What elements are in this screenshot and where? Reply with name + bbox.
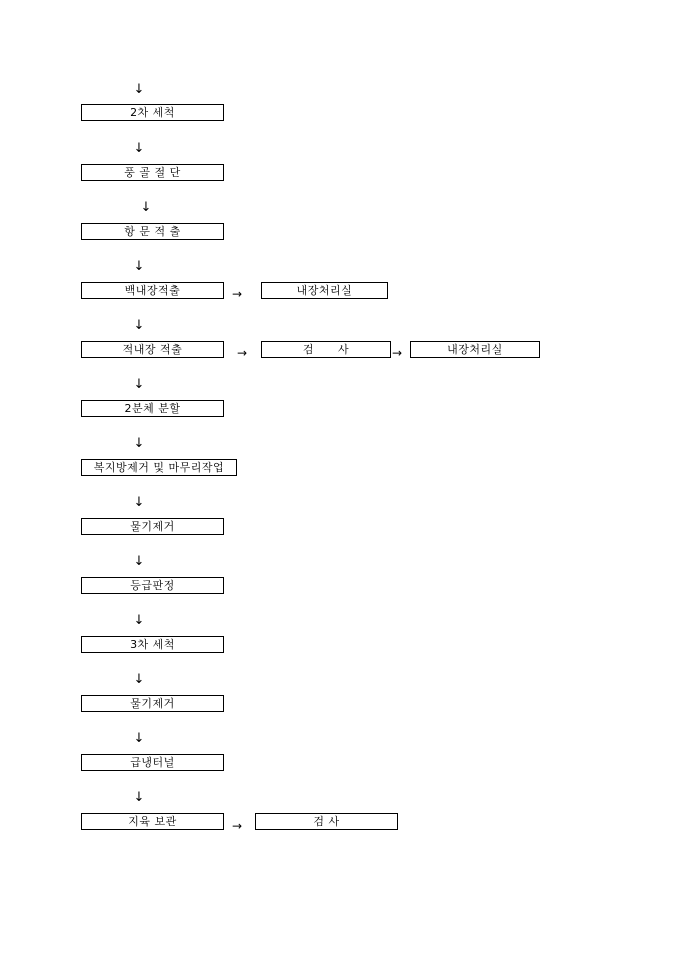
- process-step: 적내장 적출: [81, 341, 224, 358]
- process-step: 복지방제거 및 마무리작업: [81, 459, 237, 476]
- down-arrow-icon: ↓: [140, 200, 152, 215]
- down-arrow-icon: ↓: [133, 259, 145, 274]
- process-step: 3차 세척: [81, 636, 224, 653]
- down-arrow-icon: ↓: [133, 141, 145, 156]
- side-process-box: 내장처리실: [410, 341, 540, 358]
- inspection-box: 검 사: [261, 341, 391, 358]
- process-step: 등급판정: [81, 577, 224, 594]
- process-step: 급냉터널: [81, 754, 224, 771]
- process-step: 2차 세척: [81, 104, 224, 121]
- process-step: 백내장적출: [81, 282, 224, 299]
- process-step: 풍 골 절 단: [81, 164, 224, 181]
- right-arrow-icon: →: [237, 346, 248, 360]
- right-arrow-icon: →: [232, 819, 243, 833]
- down-arrow-icon: ↓: [133, 82, 145, 97]
- side-process-box: 내장처리실: [261, 282, 388, 299]
- process-step: 지육 보관: [81, 813, 224, 830]
- inspection-box: 검 사: [255, 813, 398, 830]
- right-arrow-icon: →: [392, 346, 403, 360]
- down-arrow-icon: ↓: [133, 495, 145, 510]
- down-arrow-icon: ↓: [133, 318, 145, 333]
- process-step: 물기제거: [81, 695, 224, 712]
- down-arrow-icon: ↓: [133, 731, 145, 746]
- right-arrow-icon: →: [232, 287, 243, 301]
- down-arrow-icon: ↓: [133, 790, 145, 805]
- down-arrow-icon: ↓: [133, 436, 145, 451]
- process-step: 항 문 적 출: [81, 223, 224, 240]
- process-step: 물기제거: [81, 518, 224, 535]
- down-arrow-icon: ↓: [133, 672, 145, 687]
- down-arrow-icon: ↓: [133, 554, 145, 569]
- down-arrow-icon: ↓: [133, 613, 145, 628]
- down-arrow-icon: ↓: [133, 377, 145, 392]
- process-step: 2분체 분할: [81, 400, 224, 417]
